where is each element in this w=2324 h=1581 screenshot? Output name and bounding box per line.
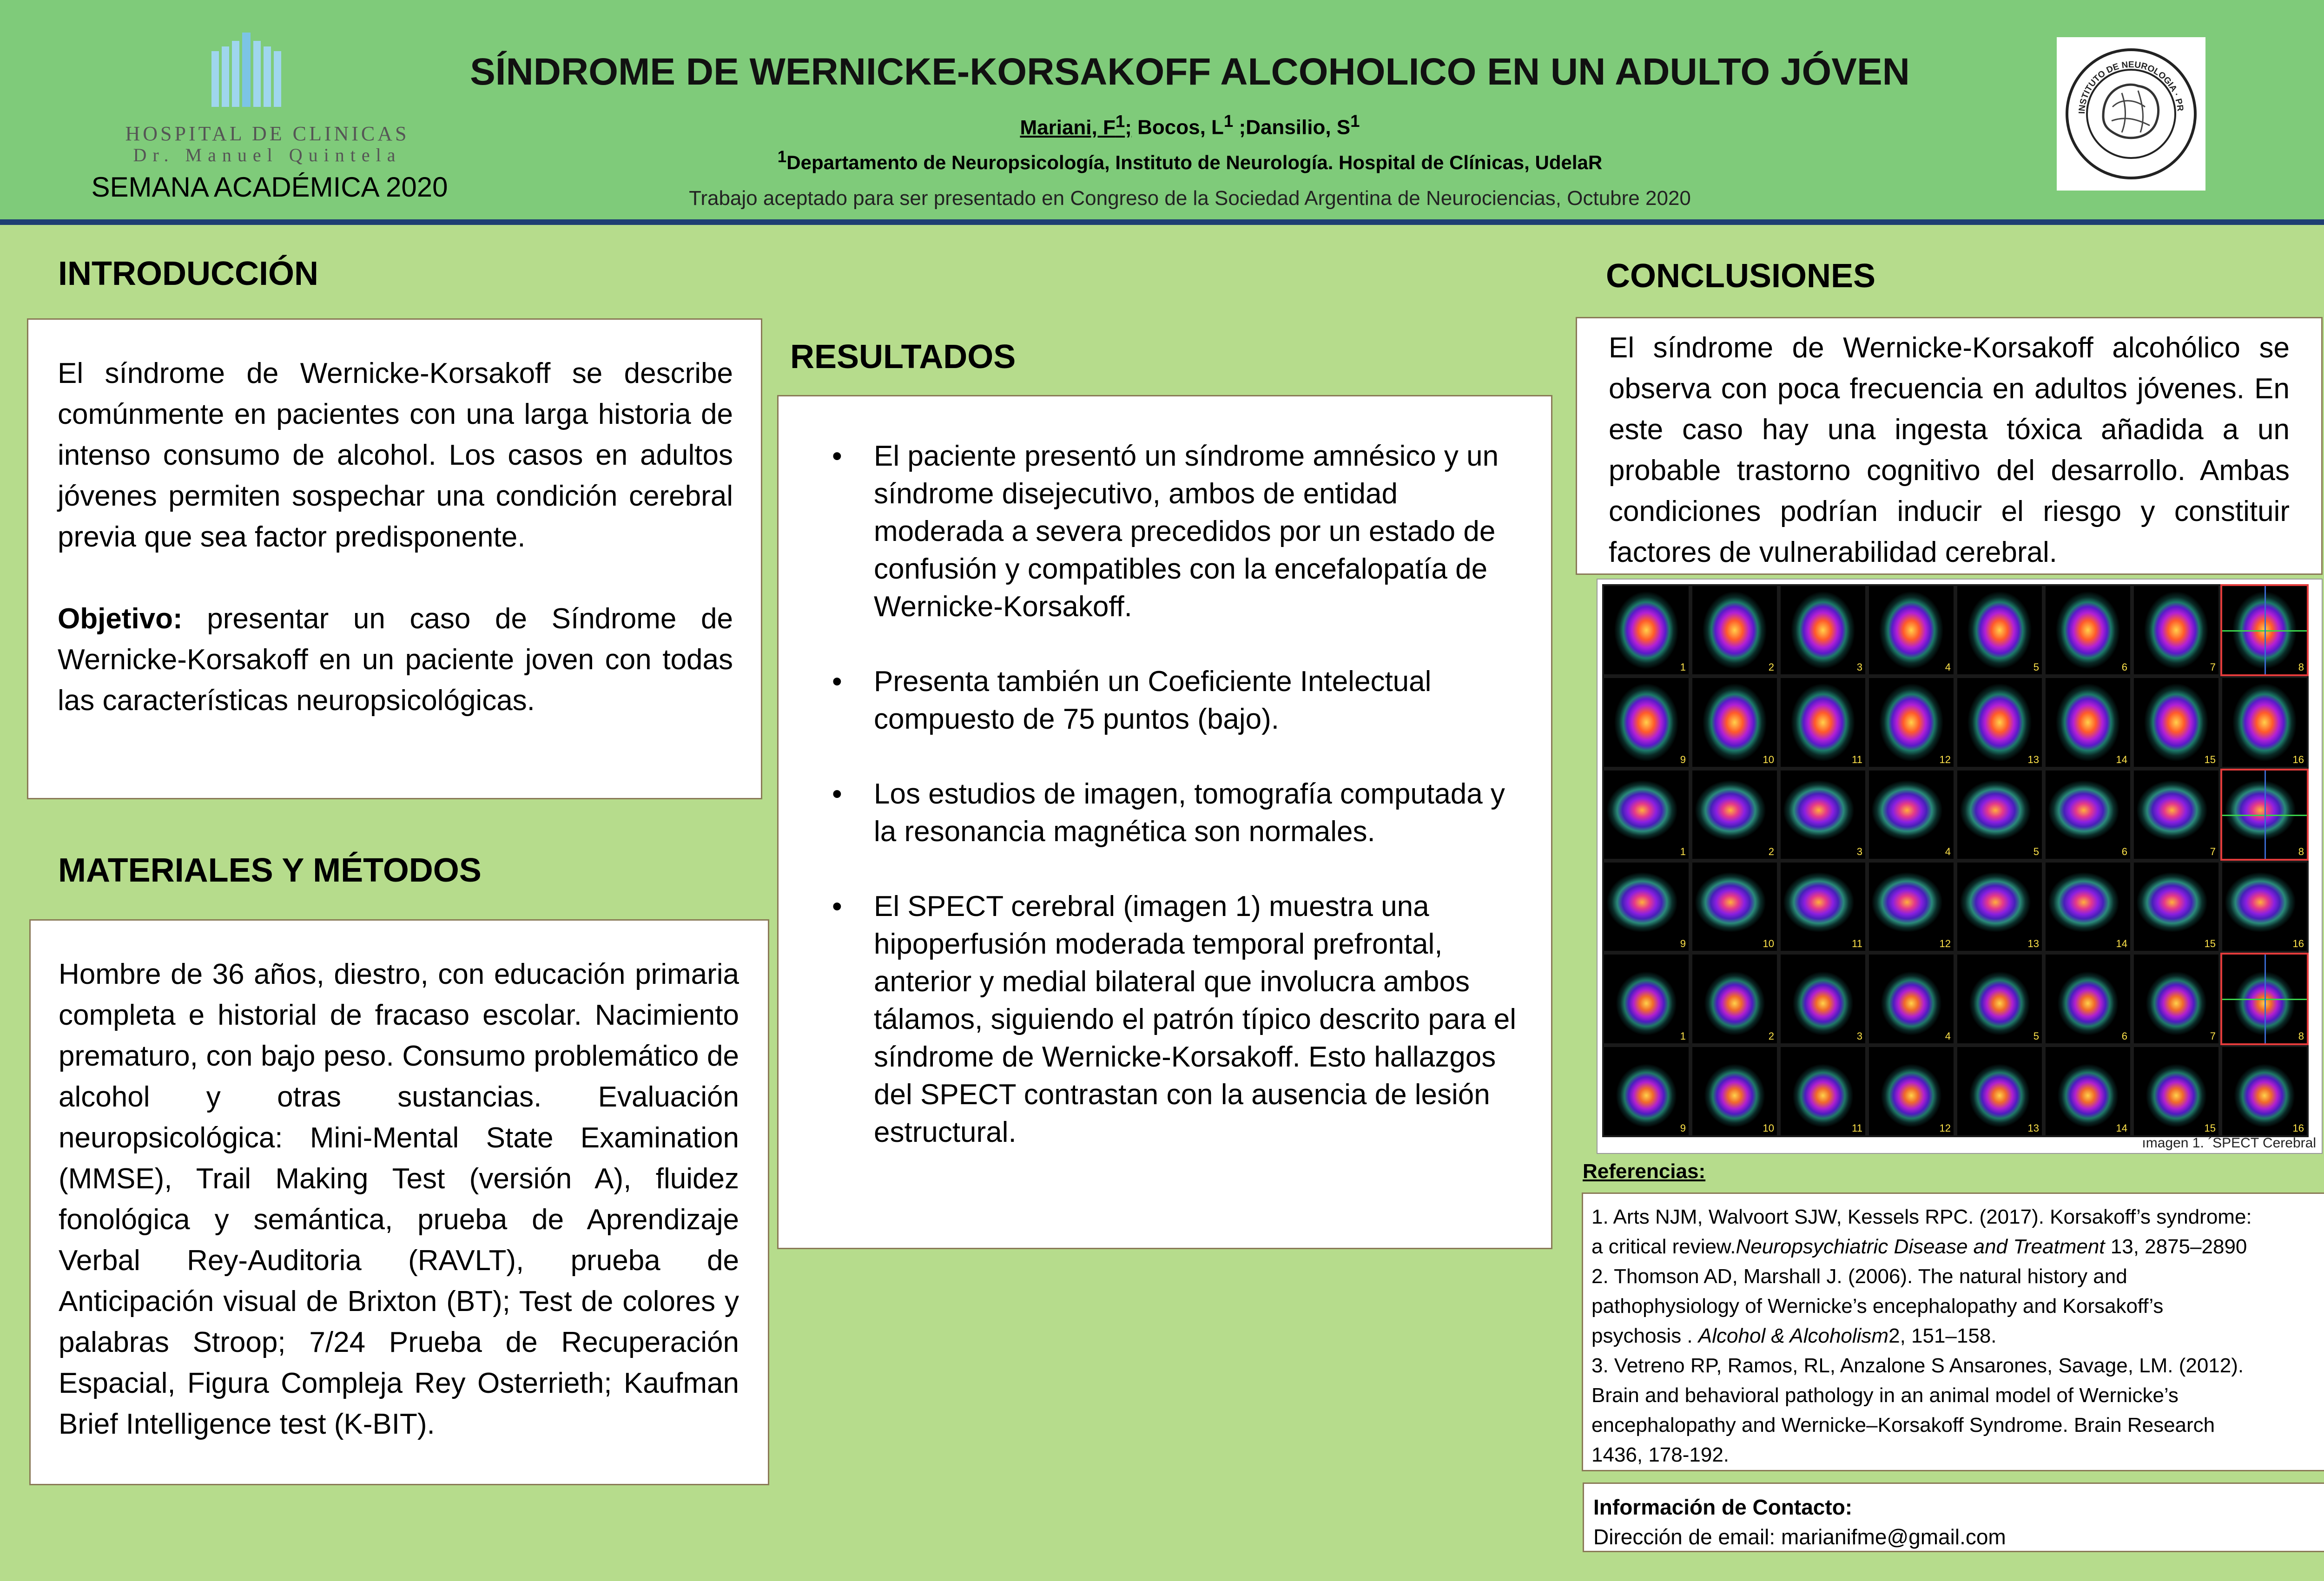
slice-number: 10	[1763, 753, 1774, 765]
spect-slice	[1957, 1047, 2042, 1135]
academic-week-label: SEMANA ACADÉMICA 2020	[91, 171, 448, 203]
slice-number: 13	[2027, 938, 2039, 950]
slice-number: 10	[1763, 938, 1774, 950]
slice-number: 12	[1939, 753, 1951, 765]
spect-slice	[1957, 678, 2042, 766]
intro-paragraph: El síndrome de Wernicke-Korsakoff se describe comúnmente en pacientes con una larga historia de intenso consumo de alcohol. Los casos en adultos jóvenes permiten sospechar una condición cerebral previa que sea factor predisponente.	[58, 357, 733, 553]
slice-number: 2	[1768, 845, 1774, 857]
slice-number: 16	[2292, 938, 2304, 950]
slice-number: 11	[1852, 1122, 1862, 1134]
spect-slice	[2222, 1047, 2307, 1135]
spect-slice	[1692, 678, 1777, 766]
slice-number: 6	[2121, 845, 2127, 857]
spect-slice	[2046, 586, 2130, 674]
intro-heading: INTRODUCCIÓN	[58, 255, 318, 292]
spect-slice	[1781, 586, 1865, 674]
slice-number: 1	[1680, 845, 1686, 857]
result-item: • Presenta también un Coeficiente Intelectual compuesto de 75 puntos (bajo).	[832, 665, 1432, 735]
slice-number: 5	[2033, 1030, 2039, 1042]
conclusions-heading: CONCLUSIONES	[1606, 257, 1876, 295]
spect-slice	[1604, 863, 1689, 951]
contact-heading: Información de Contacto:	[1593, 1495, 1853, 1519]
spect-slice	[2046, 678, 2130, 766]
slice-number: 15	[2204, 753, 2216, 765]
reference-line: pathophysiology of Wernicke’s encephalopathy and Korsakoff’s	[1591, 1295, 2164, 1318]
slice-number: 9	[1680, 938, 1686, 950]
spect-slice	[1781, 1047, 1865, 1135]
slice-number: 5	[2033, 845, 2039, 857]
methods-paragraph: Hombre de 36 años, diestro, con educación primaria completa e historial de fracaso escolar. Nacimiento prematuro, con bajo peso. Consumo problemático de alcohol y otras sustancias. Evaluación neuropsicológica: Mini-Mental State Examination (MMSE), Trail Making Test (versión A), fluidez fonológica y semántica, prueba de Aprendizaje Verbal Rey-Auditoria (RAVLT), prueba de Anticipación visual de Brixton (BT); Test de colores y palabras Stroop; 7/24 Prueba de Recuperación Espacial, Figura Compleja Rey Osterrieth; Kaufman Brief Intelligence test (K-BIT).	[59, 958, 739, 1440]
slice-number: 2	[1768, 661, 1774, 673]
header-divider	[0, 219, 2324, 225]
slice-number: 13	[2027, 1122, 2039, 1134]
crosshair-marker	[2265, 586, 2266, 674]
spect-slice	[1869, 586, 1954, 674]
hospital-name: HOSPITAL DE CLINICAS	[125, 122, 409, 145]
spect-slice	[2222, 771, 2307, 859]
slice-number: 14	[2116, 938, 2127, 950]
spect-slice	[2046, 955, 2130, 1043]
spect-slice	[1692, 586, 1777, 674]
slice-number: 15	[2204, 1122, 2216, 1134]
spect-slice	[1781, 771, 1865, 859]
slice-number: 11	[1852, 938, 1862, 950]
slice-number: 6	[2121, 1030, 2127, 1042]
slice-number: 8	[2298, 1030, 2304, 1042]
crosshair-marker	[2265, 771, 2266, 859]
spect-slice	[1869, 678, 1954, 766]
spect-slice	[1604, 586, 1689, 674]
spect-slice	[1869, 1047, 1954, 1135]
reference-line: a critical review.Neuropsychiatric Disease and Treatment 13, 2875–2890	[1591, 1235, 2247, 1258]
slice-number: 2	[1768, 1030, 1774, 1042]
result-item: • El paciente presentó un síndrome amnésico y un síndrome disejecutivo, ambos de entidad moderada a severa precedidos por un estado de confusión y compatibles con la encefalopatía de Wernicke-Korsakoff.	[832, 440, 1499, 623]
slice-number: 10	[1763, 1122, 1774, 1134]
spect-image-grid	[1602, 584, 2309, 1137]
spect-slice	[2134, 1047, 2218, 1135]
spect-slice	[1957, 863, 2042, 951]
acceptance-note: Trabajo aceptado para ser presentado en Congreso de la Sociedad Argentina de Neurociencias, Octubre 2020	[689, 187, 1691, 210]
slice-number: 12	[1939, 938, 1951, 950]
spect-slice	[2134, 771, 2218, 859]
spect-slice	[1957, 771, 2042, 859]
spect-slice	[1781, 863, 1865, 951]
spect-slice	[2046, 771, 2130, 859]
spect-slice	[1957, 955, 2042, 1043]
spect-slice	[1692, 863, 1777, 951]
spect-slice	[2222, 955, 2307, 1043]
spect-slice	[1869, 863, 1954, 951]
authors: Mariani, $F^1$; Bocos, $L^1$ ;Dansilio, $S^1$	[1020, 112, 1360, 139]
slice-number: 4	[1945, 661, 1951, 673]
institute-seal-icon	[2057, 37, 2205, 191]
spect-slice	[1957, 586, 2042, 674]
reference-line: psychosis . Alcohol & Alcoholism2, 151–158.	[1591, 1324, 1997, 1347]
spect-slice	[1692, 1047, 1777, 1135]
slice-number: 15	[2204, 938, 2216, 950]
spect-slice	[2222, 678, 2307, 766]
results-heading: RESULTADOS	[790, 338, 1016, 375]
reference-line: 1. Arts NJM, Walvoort SJW, Kessels RPC. (2017). Korsakoff’s syndrome:	[1591, 1206, 2252, 1228]
spect-slice	[1869, 955, 1954, 1043]
poster-title: SÍNDROME DE WERNICKE-KORSAKOFF ALCOHOLICO EN UN ADULTO JÓVEN	[470, 51, 1910, 93]
slice-number: 7	[2210, 1030, 2216, 1042]
spect-figure	[1597, 579, 2323, 1154]
slice-number: 3	[1856, 661, 1862, 673]
slice-number: 14	[2116, 1122, 2127, 1134]
reference-line: 2. Thomson AD, Marshall J. (2006). The natural history and	[1591, 1265, 2127, 1288]
objective-paragraph: Objetivo: presentar un caso de Síndrome de Wernicke-Korsakoff en un paciente joven con todas las características neuropsicológicas.	[58, 603, 733, 717]
spect-slice	[1604, 678, 1689, 766]
spect-slice	[1781, 678, 1865, 766]
slice-number: 3	[1856, 1030, 1862, 1042]
results-box	[777, 395, 1552, 1249]
spect-caption: ımagen 1. ´SPECT Cerebral	[2142, 1135, 2316, 1151]
conclusions-paragraph: El síndrome de Wernicke-Korsakoff alcohólico se observa con poca frecuencia en adultos jóvenes. En este caso hay una ingesta tóxica añadida a un probable trastorno cognitivo del desarrollo. Ambas condiciones podrían inducir el riesgo y constituir factores de vulnerabilidad cerebral.	[1609, 332, 2290, 568]
slice-number: 8	[2298, 845, 2304, 857]
spect-slice	[2222, 863, 2307, 951]
spect-slice	[2222, 586, 2307, 674]
contact-email: Dirección de email: marianifme@gmail.com	[1593, 1525, 2006, 1549]
slice-number: 4	[1945, 845, 1951, 857]
hospital-logo-icon	[211, 33, 281, 107]
slice-number: 1	[1680, 661, 1686, 673]
slice-number: 7	[2210, 661, 2216, 673]
reference-line: 1436, 178-192.	[1591, 1443, 1730, 1466]
slice-number: 4	[1945, 1030, 1951, 1042]
slice-number: 3	[1856, 845, 1862, 857]
slice-number: 9	[1680, 753, 1686, 765]
spect-slice	[1692, 955, 1777, 1043]
slice-number: 13	[2027, 753, 2039, 765]
slice-number: 14	[2116, 753, 2127, 765]
spect-slice	[1604, 771, 1689, 859]
affiliation: $^1$Departamento de Neuropsicología, Instituto de Neurología. Hospital de Clínicas, UdelaR	[777, 148, 1603, 173]
slice-number: 5	[2033, 661, 2039, 673]
slice-number: 11	[1852, 753, 1862, 765]
spect-slice	[1869, 771, 1954, 859]
spect-slice	[2046, 863, 2130, 951]
reference-line: encephalopathy and Wernicke–Korsakoff Syndrome. Brain Research	[1591, 1414, 2215, 1436]
slice-number: 6	[2121, 661, 2127, 673]
slice-number: 8	[2298, 661, 2304, 673]
references-heading: Referencias:	[1583, 1160, 1706, 1183]
spect-slice	[2046, 1047, 2130, 1135]
spect-slice	[2134, 586, 2218, 674]
reference-line: Brain and behavioral pathology in an animal model of Wernicke’s	[1591, 1384, 2179, 1407]
spect-slice	[2134, 955, 2218, 1043]
intro-box	[27, 318, 762, 799]
slice-number: 1	[1680, 1030, 1686, 1042]
hospital-subtitle: Dr. Manuel Quintela	[133, 145, 402, 165]
slice-number: 12	[1939, 1122, 1951, 1134]
reference-line: 3. Vetreno RP, Ramos, RL, Anzalone S Ansarones, Savage, LM. (2012).	[1591, 1354, 2244, 1377]
spect-slice	[1604, 1047, 1689, 1135]
methods-box	[29, 919, 769, 1485]
svg-text:INSTITUTO DE NEUROLOGIA · PROF: INSTITUTO DE NEUROLOGIA · PR	[2077, 59, 2185, 114]
spect-slice	[2134, 678, 2218, 766]
references-box	[1582, 1192, 2324, 1471]
slice-number: 9	[1680, 1122, 1686, 1134]
slice-number: 7	[2210, 845, 2216, 857]
spect-slice	[1692, 771, 1777, 859]
result-item: • Los estudios de imagen, tomografía computada y la resonancia magnética son normales.	[832, 778, 1505, 848]
contact-box	[1583, 1482, 2324, 1552]
slice-number: 16	[2292, 753, 2304, 765]
slice-number: 16	[2292, 1122, 2304, 1134]
result-item: • El SPECT cerebral (imagen 1) muestra una hipoperfusión moderada temporal prefrontal, anterior y medial bilateral que involucra ambos tálamos, siguiendo el patrón típico descrito para el síndrome de Wernicke-Korsakoff. Esto hallazgos del SPECT contrastan con la ausencia de lesión estructural.	[832, 890, 1517, 1148]
spect-slice	[1604, 955, 1689, 1043]
crosshair-marker	[2265, 955, 2266, 1043]
conclusions-box	[1576, 317, 2323, 575]
spect-slice	[2134, 863, 2218, 951]
spect-slice	[1781, 955, 1865, 1043]
methods-heading: MATERIALES Y MÉTODOS	[58, 852, 482, 889]
